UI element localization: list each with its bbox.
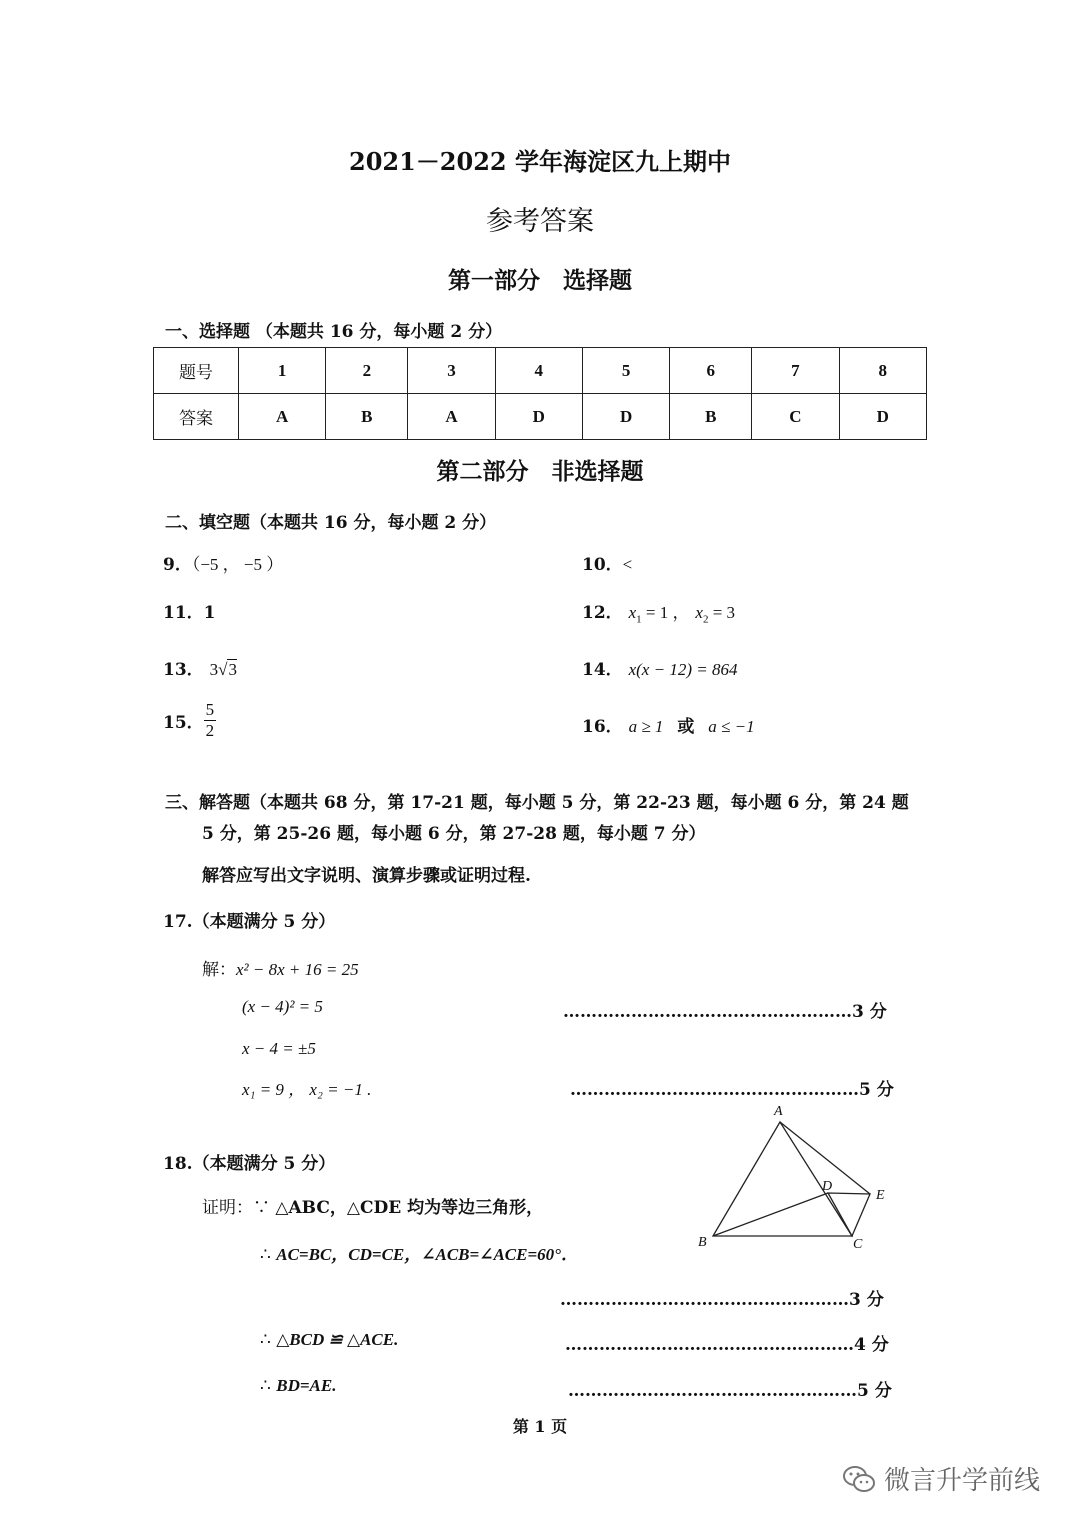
q15-fraction: [204, 700, 217, 741]
table-cell: 3: [408, 348, 495, 394]
q12-x1-sub: 1: [636, 613, 642, 626]
q12-x1: x: [628, 603, 637, 622]
q16-part2: a ≤ −1: [708, 717, 755, 736]
triangle-cde: [828, 1193, 870, 1236]
q11-label: 11．: [163, 603, 204, 623]
answer-13: [163, 655, 237, 680]
q15-label: 15．: [163, 713, 204, 733]
segment-bd: [713, 1193, 828, 1236]
q18-line3: [260, 1330, 398, 1350]
q12-x2-value: = 3: [708, 603, 736, 622]
table-cell: 5: [582, 348, 669, 394]
q16-part1: a ≥ 1: [628, 717, 664, 736]
page-title: 2021－2022 学年海淀区九上期中: [349, 147, 731, 176]
q13-label: 13．: [163, 660, 204, 680]
q17-title: 17.（本题满分 5 分）: [163, 912, 336, 932]
q17-score-b-dots: ……………………………………………: [570, 1080, 859, 1100]
q15-numerator: 5: [205, 700, 215, 719]
label-e: E: [876, 1188, 885, 1203]
q18-score-1-dots: ……………………………………………: [560, 1290, 849, 1310]
q18-therefore-1: ∴: [260, 1245, 271, 1265]
q18-score-3: [568, 1376, 892, 1401]
q18-line1: [202, 1193, 543, 1218]
q18-statement-3: BD=AE.: [276, 1376, 337, 1395]
watermark: [842, 1460, 1040, 1497]
q17-score-a: [563, 997, 887, 1022]
q17-score-b-value: 5 分: [859, 1080, 894, 1100]
table-cell: 8: [839, 348, 926, 394]
q14-answer: x(x − 12) = 864: [628, 660, 738, 679]
q12-label: 12．: [582, 603, 623, 623]
q12-x2-sub: 2: [702, 613, 709, 626]
q18-score-3-dots: ……………………………………………: [568, 1381, 857, 1401]
q17-prefix: 解：: [202, 960, 236, 980]
triangle-figure: [690, 1098, 900, 1258]
q17-score-a-value: 3 分: [852, 1002, 887, 1022]
answer-9: [163, 550, 283, 575]
q18-line2: [260, 1240, 578, 1265]
table-cell: C: [752, 394, 839, 440]
section1-title: 一、选择题 （本题共 16 分，每小题 2 分）: [165, 322, 503, 342]
q18-title: 18.（本题满分 5 分）: [163, 1154, 336, 1174]
answer-table: [153, 347, 927, 440]
q18-score-1-value: 3 分: [849, 1290, 884, 1310]
table-cell: 7: [752, 348, 839, 394]
q17-eq1: x² − 8x + 16 = 25: [236, 960, 359, 979]
q18-score-2-value: 4 分: [854, 1335, 889, 1355]
q10-answer: <: [622, 555, 633, 574]
table-cell: 2: [326, 348, 408, 394]
q18-score-3-value: 5 分: [857, 1381, 892, 1401]
label-d: D: [822, 1179, 833, 1194]
q18-given: △ABC，△CDE 均为等边三角形，: [275, 1198, 544, 1218]
q18-score-2: [565, 1330, 889, 1355]
q9-label: 9．: [163, 555, 192, 575]
q9-answer: （−5 ， −5 ）: [191, 555, 284, 574]
table-cell: 1: [239, 348, 326, 394]
q13-radical: √: [218, 660, 228, 679]
q17-score-b: [570, 1075, 894, 1100]
table-row: [154, 394, 927, 440]
q13-radicand: 3: [228, 660, 237, 679]
q17-line4: x₁ = 9 ， x₂ = −1 .: [242, 1080, 372, 1099]
q17-line2: (x − 4)² = 5: [242, 997, 323, 1016]
section3-title-line2: 5 分，第 25-26 题，每小题 6 分，第 27-28 题，每小题 7 分）: [202, 824, 706, 844]
q13-coef: 3: [209, 660, 219, 679]
section2-title: 二、填空题（本题共 16 分，每小题 2 分）: [165, 513, 497, 533]
section3-title-line1: 三、解答题（本题共 68 分，第 17-21 题，每小题 5 分，第 22-23 题，每小题 6 分，第 24 题: [165, 793, 909, 813]
table-cell: A: [408, 394, 495, 440]
q18-score-1: [560, 1285, 884, 1310]
wechat-icon: [842, 1464, 876, 1494]
table-cell: B: [670, 394, 752, 440]
answer-11: [163, 598, 216, 623]
q14-label: 14．: [582, 660, 623, 680]
answer-15: [163, 700, 216, 741]
label-a: A: [774, 1104, 783, 1119]
q12-x2: x: [695, 603, 703, 622]
row-label-answer: 答案: [154, 394, 239, 440]
page-subtitle: 参考答案: [486, 206, 594, 237]
table-cell: D: [495, 394, 582, 440]
q18-therefore-3: ∴: [260, 1376, 271, 1396]
q12-x1-value: = 1 ，: [641, 603, 690, 622]
q16-label: 16．: [582, 717, 623, 737]
table-cell: B: [326, 394, 408, 440]
q10-label: 10．: [582, 555, 623, 575]
q18-therefore-2: ∴: [260, 1330, 271, 1350]
q18-line4: [260, 1376, 336, 1396]
table-row: [154, 348, 927, 394]
answer-10: [582, 550, 632, 575]
table-cell: D: [839, 394, 926, 440]
label-b: B: [698, 1235, 707, 1250]
table-cell: 4: [495, 348, 582, 394]
label-c: C: [853, 1237, 863, 1252]
q18-proof-prefix: 证明：∵: [202, 1198, 270, 1218]
page-number: 第 1 页: [512, 1417, 568, 1436]
answer-12: [582, 598, 735, 625]
answer-16: [582, 712, 755, 737]
q16-or: 或: [677, 717, 695, 737]
answer-14: [582, 655, 737, 680]
q17-score-a-dots: ……………………………………………: [563, 1002, 852, 1022]
part2-heading: 第二部分 非选择题: [436, 458, 644, 485]
q18-statement-1: AC=BC，CD=CE，∠ACB=∠ACE=60°．: [276, 1245, 578, 1264]
table-cell: 6: [670, 348, 752, 394]
q18-statement-2: △BCD ≌ △ACE.: [276, 1330, 399, 1349]
section3-note: 解答应写出文字说明、演算步骤或证明过程.: [202, 866, 531, 886]
q18-score-2-dots: ……………………………………………: [565, 1335, 854, 1355]
table-cell: A: [239, 394, 326, 440]
part1-heading: 第一部分 选择题: [448, 267, 632, 294]
q11-answer: 1: [203, 603, 216, 623]
q17-line3: x − 4 = ±5: [242, 1039, 316, 1058]
row-label-number: 题号: [154, 348, 239, 394]
table-cell: D: [582, 394, 669, 440]
q15-denominator: 2: [205, 721, 215, 740]
watermark-text: 微言升学前线: [884, 1466, 1041, 1496]
q17-line1: [202, 955, 359, 980]
